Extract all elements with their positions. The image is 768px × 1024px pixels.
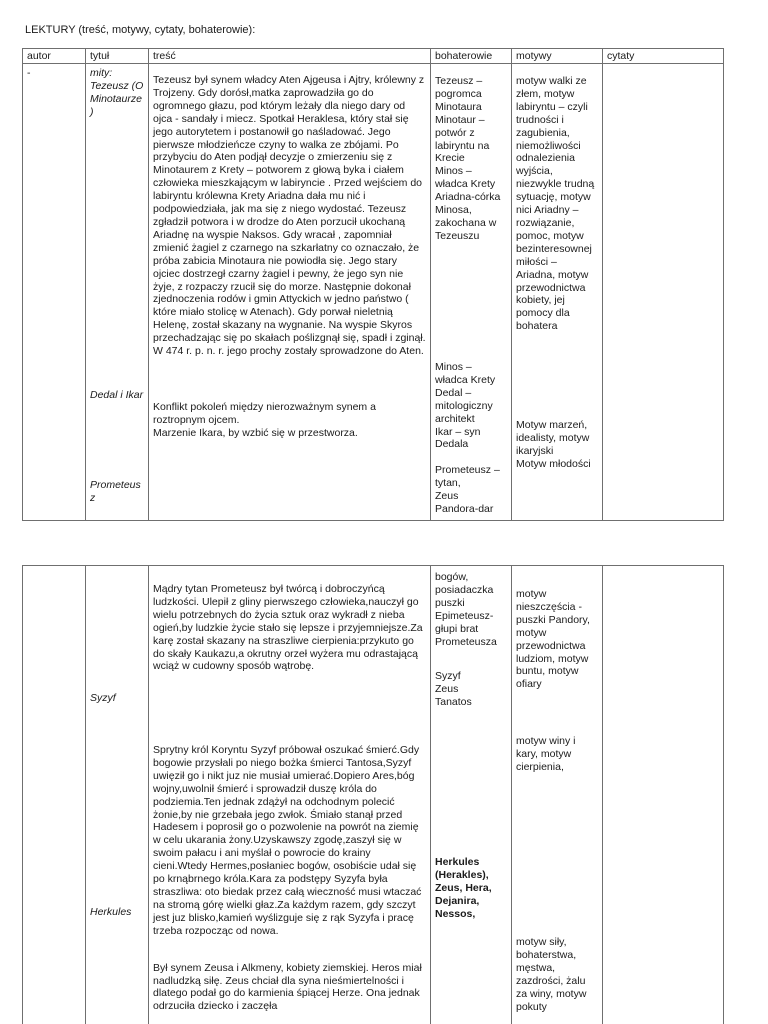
bohaterowie-grupa1 xyxy=(435,571,507,648)
cell-tresc xyxy=(149,566,431,1024)
tytul-mity: mity: xyxy=(90,67,113,79)
bohater-item: Tezeusz – pogromca Minotaura xyxy=(435,75,483,113)
bohater-item: bogów, posiadaczka puszki xyxy=(435,571,494,609)
bohater-item: Syzyf xyxy=(435,670,461,682)
table-header-row xyxy=(23,49,724,64)
cell-bohaterowie xyxy=(431,64,512,521)
lektury-table-2 xyxy=(22,565,724,1024)
motywy-prometeusz: motyw nieszczęścia - puszki Pandory, motyw przewodnictwa ludziom, motyw buntu, motyw ofiary xyxy=(516,588,590,691)
cell-tytul xyxy=(86,64,149,521)
tresc-syzyf: Sprytny król Koryntu Syzyf próbował oszukać śmierć.Gdy bogowie przysłali po niego bożka śmierci Tantosa,Syzyf uwięził go i nikt juz nie musiał umierać.Dopiero Ares,bóg wojny,uwolnił śmierć i sprowadził duszę króla do podziemia.Ten jednak zdążył na odchodnym polecić żonie,by nie grzebała jego zwłok. Śmiało stanął przed Hadesem i poprosił go o pozwolenie na powrót na ziemię w celu ukarania żony.Uzyskawszy zgodę,zaszył się w swoim pałacu i ani myślał o powrocie do krainy cieni.Wtedy Hermes,posłaniec bogów, osobiście udał się po krnąbrnego króla.Kara za podstępy Syzyfa była straszliwa: oto biedak przez całą wieczność musi wtaczać na stromą górę wielki głaz.Za każdym razem, gdy szczyt jest juz blisko,kamień wyślizguje się z rąk Syzyfa i pracę trzeba rozpocząc od nowa. xyxy=(153,744,422,937)
tresc-konflikt: Konflikt pokoleń między nierozważnym synem a roztropnym ojcem. xyxy=(153,400,376,426)
bohaterowie-herkules: Herkules (Herakles), Zeus, Hera, Dejanira, Nessos, xyxy=(435,856,492,920)
table-row-mity xyxy=(23,64,724,521)
bohater-item: Prometeusz – tytan, xyxy=(435,464,500,489)
cell-motywy xyxy=(512,64,603,521)
lektury-table-1 xyxy=(22,48,724,521)
cell-motywy xyxy=(512,566,603,1024)
bohater-item: Zeus xyxy=(435,489,459,502)
motywy-ikar xyxy=(516,419,598,471)
bohaterowie-grupa2 xyxy=(435,361,507,451)
col-header-tytul: tytuł xyxy=(86,49,149,64)
col-header-bohaterowie: bohaterowie xyxy=(431,49,512,64)
tresc-tezeusz: Tezeusz był synem władcy Aten Ajgeusa i Ajtry, królewny z Trojzeny. Gdy dorósł,matka zaprowadziła go do ogromnego głazu, pod którym leżały dla niego dary od ojca - sandały i miecz. Spotkał Heraklesa, który stał się jego autorytetem i postanowił go naśladować. Jego pierwsze młodzieńcze czyny to walka ze zbójami. Po przybyciu do Aten podjął decyzje o zmierzeniu się z Minotaurem z Krety – potworem z głową byka i ciałem człowieka mieszkającym w labiryncie . Przed wejściem do labiryntu królewna Krety Ariadna dała mu nić i podpowiedziała, jak ma się z niego wydostać. Tezeusz zgładził potwora i w drodze do Aten porzucił ukochaną Ariadnę na wyspie Naksos. Gdy wracał , zapomniał zmienić żagiel z czarnego na szkarłatny co oznaczało, że próba zabicia Minotaura nie powiodła się. Jego stary ojciec dostrzegł czarny żagiel i pewny, że jego syn nie żyje, z rozpaczy rzucił się do morze. Następnie dokonał zjednoczenia rodów i gmin Attyckich w jedno państwo ( które miało stolicę w Atenach). Gdy porwał nieletnią Helenę, został skazany na wygnanie. Na wyspie Skyros przechadzając się po skałach poślizgnął się, spadł i zginął. W 474 r. p. n. r. jego prochy zostały sprowadzone do Aten. xyxy=(153,74,426,358)
autor-value: - xyxy=(27,67,31,79)
motyw-item: Motyw marzeń, idealisty, motyw ikaryjski xyxy=(516,419,590,457)
bohater-item: Ikar – syn Dedala xyxy=(435,425,481,451)
tresc-herkules: Był synem Zeusa i Alkmeny, kobiety ziemskiej. Heros miał nadludzką siłę. Zeus chciał dla syna nieśmiertelności i dlatego podał go do karmienia śpiącej Herze. Ona jednak odrzuciła dziecko i zaczęła xyxy=(153,961,422,1013)
cell-tytul xyxy=(86,566,149,1024)
bohaterowie-grupa1 xyxy=(435,75,507,243)
tresc-prometeusz: Mądry tytan Prometeusz był twórcą i dobroczyńcą ludzkości. Ulepił z gliny pierwszego człowieka,nauczył go wielu potrzebnych do życia sztuk oraz wykradł z nieba ogień,by ludzkie życie stało się lepsze i przyjemniejsze.Za karę został skazany na straszliwe cierpienia:przykuto go do skały Kaukazu,a okrutny orzeł wyżera mu odrastającą wciąż w cudowny sposób wątrobę. xyxy=(153,583,423,673)
tytul-syzyf: Syzyf xyxy=(90,692,116,704)
bohaterowie-grupa3 xyxy=(435,464,507,516)
tresc-marzenie: Marzenie Ikara, by wzbić się w przestworza. xyxy=(153,426,358,439)
cell-cytaty xyxy=(603,566,724,1024)
motywy-tezeusz: motyw walki ze złem, motyw labiryntu – czyli trudności i zagubienia, niemożliwości odnalezienia wyjścia, niezwykle trudną sytuację, motyw nici Ariadny – rozwiązanie, pomoc, motyw bezinteresownej miłości – Ariadna, motyw przewodnictwa kobiety, jej pomocy dla bohatera xyxy=(516,75,595,333)
col-header-motywy: motywy xyxy=(512,49,603,64)
col-header-tresc: treść xyxy=(149,49,431,64)
cell-autor xyxy=(23,64,86,521)
tytul-tezeusz: Tezeusz (O Minotaurze) xyxy=(90,79,144,118)
col-header-cytaty: cytaty xyxy=(603,49,724,64)
bohater-item: Zeus xyxy=(435,682,459,695)
motywy-syzyf: motyw winy i kary, motyw cierpienia, xyxy=(516,735,576,773)
table-row-mity-cd xyxy=(23,566,724,1024)
bohater-item: Epimeteusz-głupi brat Prometeusza xyxy=(435,609,497,648)
tresc-syzyf-herkules xyxy=(153,744,426,1013)
cell-tresc xyxy=(149,64,431,521)
bohater-item: Dedal – mitologiczny architekt xyxy=(435,386,493,425)
cell-autor xyxy=(23,566,86,1024)
cell-bohaterowie xyxy=(431,566,512,1024)
tytul-dedal-i-ikar: Dedal i Ikar xyxy=(90,389,144,401)
bohater-item: Minos – władca Krety xyxy=(435,165,496,191)
bohater-item: Minotaur – potwór z labiryntu na Krecie xyxy=(435,113,490,165)
bohater-item: Minos – władca Krety xyxy=(435,361,496,386)
page-title: LEKTURY (treść, motywy, cytaty, bohaterowie): xyxy=(25,24,256,36)
bohater-item: Pandora-dar xyxy=(435,502,494,515)
tytul-prometeusz: Prometeusz xyxy=(90,479,141,504)
tytul-herkules: Herkules xyxy=(90,906,132,918)
cell-cytaty xyxy=(603,64,724,521)
bohater-item: Tanatos xyxy=(435,695,472,708)
motyw-item: Motyw młodości xyxy=(516,457,591,470)
bohater-item: Ariadna-córka Minosa, zakochana w Tezeuszu xyxy=(435,191,501,242)
col-header-autor: autor xyxy=(23,49,86,64)
bohaterowie-grupa2 xyxy=(435,670,507,709)
motywy-herkules: motyw siły, bohaterstwa, męstwa, zazdrości, żalu za winy, motyw pokuty xyxy=(516,936,587,1013)
